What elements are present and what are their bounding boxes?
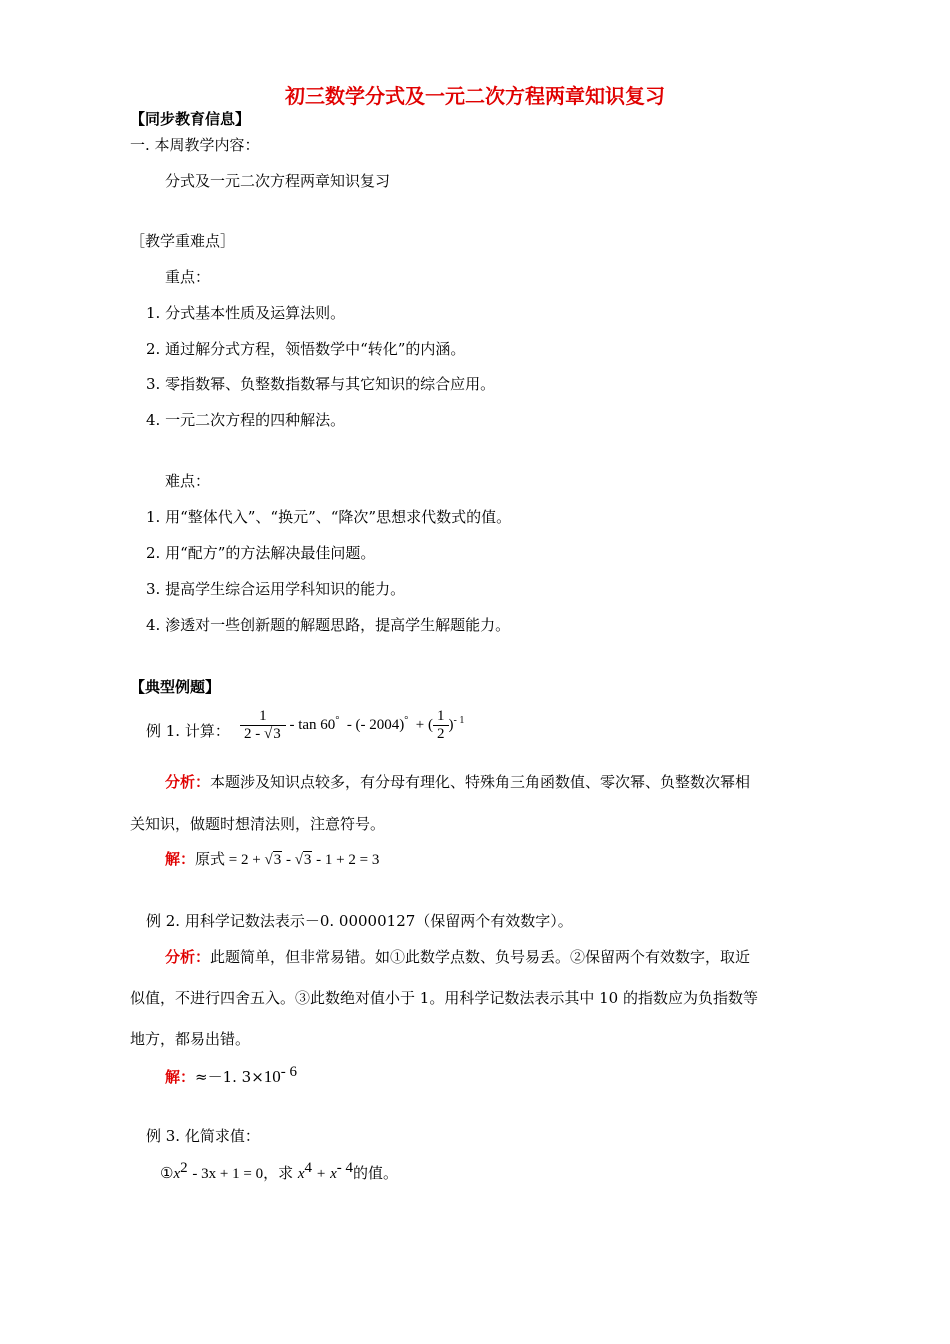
example1-analysis-line2: 关知识，做题时想清法则，注意符号。 xyxy=(130,815,386,833)
example2-analysis-label: 分析： xyxy=(165,948,211,966)
important-item-3: 3. 零指数幂、负整数指数幂与其它知识的综合应用。 xyxy=(146,375,496,393)
example3-ask: ，求 xyxy=(263,1164,294,1182)
example1-label: 例 1. 计算： xyxy=(146,722,230,740)
example3-label: 例 3. 化简求值： xyxy=(146,1127,260,1145)
example1-degree-2: ° xyxy=(404,714,409,726)
example3-x2-exp: 4 xyxy=(304,1160,313,1176)
key-points-heading: ［教学重难点］ xyxy=(130,232,236,250)
example2-analysis-line2: 似值，不进行四舍五入。③此数绝对值小于 1。用科学记数法表示其中 10 的指数应为负指数等 xyxy=(130,989,758,1007)
example3-tail: 的值。 xyxy=(353,1164,399,1182)
example3-equation: - 3x + 1 = 0 xyxy=(192,1166,264,1182)
example1-sol-root2: 3 xyxy=(303,852,312,868)
example2-base: 10 xyxy=(263,1067,281,1086)
example1-solution-text: 原式 xyxy=(195,852,226,868)
example1-year-term: - (- 2004) xyxy=(346,716,405,733)
example1-half-num: 1 xyxy=(433,708,449,726)
difficult-item-2: 2. 用“配方”的方法解决最佳问题。 xyxy=(146,544,376,562)
example1-tan: - tan 60 xyxy=(289,716,336,733)
example1-solution-label: 解： xyxy=(165,850,196,868)
important-item-1: 1. 分式基本性质及运算法则。 xyxy=(146,304,346,322)
example1-frac-numerator: 1 xyxy=(240,708,286,726)
example1-sol-c: - 1 + 2 = 3 xyxy=(316,852,380,868)
important-item-2: 2. 通过解分式方程，领悟数学中“转化”的内涵。 xyxy=(146,340,466,358)
difficult-item-1: 1. 用“整体代入”、“换元”、“降次”思想求代数式的值。 xyxy=(146,508,512,526)
example1-solution: 解：原式 = 2 + √3 - √3 - 1 + 2 = 3 xyxy=(165,850,380,868)
section-heading-sync: 【同步教育信息】 xyxy=(130,110,251,128)
example1-half-den: 2 xyxy=(437,726,445,742)
example1-sol-root1: 3 xyxy=(273,852,282,868)
difficult-item-3: 3. 提高学生综合运用学科知识的能力。 xyxy=(146,580,406,598)
example3-item-mark: ① xyxy=(160,1164,174,1182)
example3-item-1 xyxy=(160,1160,398,1183)
section-heading-examples: 【典型例题】 xyxy=(130,678,221,696)
example2-exponent: - 6 xyxy=(280,1064,298,1080)
example3-x1-exp: 2 xyxy=(180,1160,188,1176)
important-label: 重点： xyxy=(165,268,211,286)
example1-analysis-line1: 本题涉及知识点较多，有分母有理化、特殊角三角函数值、零次幂、负整数次幂相 xyxy=(210,773,751,791)
example2-analysis-line3: 地方，都易出错。 xyxy=(130,1030,251,1048)
example1-fraction xyxy=(240,708,286,743)
example3-x3-exp: - 4 xyxy=(336,1160,353,1176)
example1-frac-denominator: 2 - √3 xyxy=(244,726,281,742)
example1-analysis xyxy=(165,771,750,792)
example3-x3: x xyxy=(330,1166,337,1182)
week-content-text: 分式及一元二次方程两章知识复习 xyxy=(165,172,391,190)
example2-label: 例 2. 用科学记数法表示－0. 00000127（保留两个有效数字）。 xyxy=(146,912,573,930)
page-title: 初三数学分式及一元二次方程两章知识复习 xyxy=(285,84,665,108)
important-item-4: 4. 一元二次方程的四种解法。 xyxy=(146,411,346,429)
example3-x1: x xyxy=(173,1166,181,1182)
example3-plus: + xyxy=(316,1166,326,1182)
example2-solution xyxy=(165,1064,297,1087)
example1-plus: + ( xyxy=(415,716,434,733)
example2-solution-text: ≈－1. 3× xyxy=(195,1068,264,1086)
example2-analysis xyxy=(165,946,750,967)
difficult-item-4: 4. 渗透对一些创新题的解题思路，提高学生解题能力。 xyxy=(146,616,511,634)
example1-degree: ° xyxy=(335,714,340,726)
example1-analysis-label: 分析： xyxy=(165,773,211,791)
example1-den-root: 3 xyxy=(273,726,281,742)
example1-close-paren: ) xyxy=(448,716,454,733)
example1-sol-a: = 2 + xyxy=(228,852,261,868)
example2-solution-label: 解： xyxy=(165,1068,196,1086)
difficult-label: 难点： xyxy=(165,472,211,490)
week-content-label: 一. 本周教学内容： xyxy=(130,136,260,154)
example3-x2: x xyxy=(297,1166,305,1182)
example1-half xyxy=(433,708,449,743)
example1-expression xyxy=(240,708,464,743)
example2-analysis-line1: 此题简单，但非常易错。如①此数学点数、负号易丢。②保留两个有效数字，取近 xyxy=(210,948,751,966)
example1-den-prefix: 2 - xyxy=(244,726,261,742)
example1-sol-b: - xyxy=(285,852,291,868)
example1-exponent: - 1 xyxy=(453,714,465,726)
